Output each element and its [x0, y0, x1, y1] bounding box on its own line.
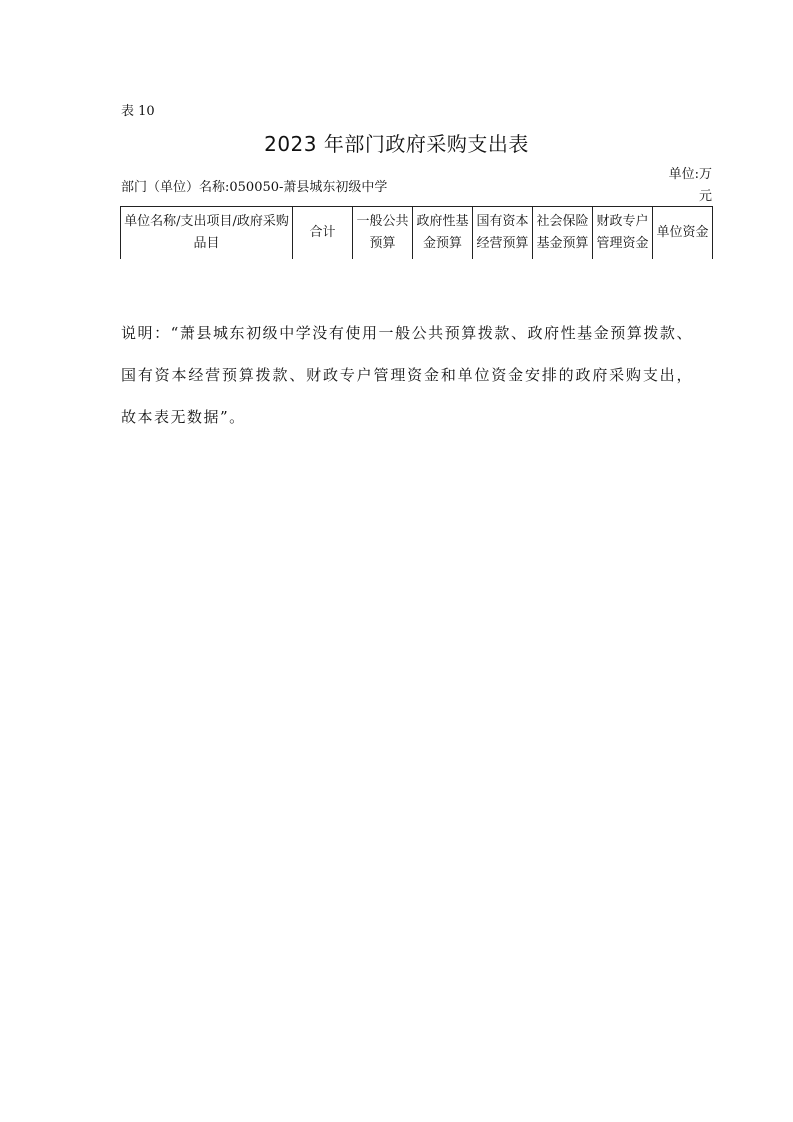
- unit-label: 单位:万元: [668, 167, 712, 204]
- department-name: 部门（单位）名称:050050-萧县城东初级中学: [121, 180, 388, 195]
- col-header-total: 合计: [293, 207, 353, 260]
- page-title: 2023 年部门政府采购支出表: [264, 132, 529, 156]
- procurement-table: [120, 206, 713, 259]
- col-header-unit-funds: 单位资金: [653, 207, 713, 260]
- explanation-note: 说明：“萧县城东初级中学没有使用一般公共预算拨款、政府性基金预算拨款、国有资本经营预算拨款、财政专户管理资金和单位资金安排的政府采购支出，故本表无数据”。: [121, 324, 693, 426]
- table-label: 表 10: [121, 104, 155, 119]
- col-header-state-capital-budget: 国有资本经营预算: [473, 207, 533, 260]
- col-header-gov-fund-budget: 政府性基金预算: [413, 207, 473, 260]
- col-header-special-account-funds: 财政专户管理资金: [593, 207, 653, 260]
- col-header-general-budget: 一般公共预算: [353, 207, 413, 260]
- col-header-social-insurance-budget: 社会保险基金预算: [533, 207, 593, 260]
- col-header-name: 单位名称/支出项目/政府采购品目: [121, 207, 293, 260]
- table-header-row: [121, 207, 713, 260]
